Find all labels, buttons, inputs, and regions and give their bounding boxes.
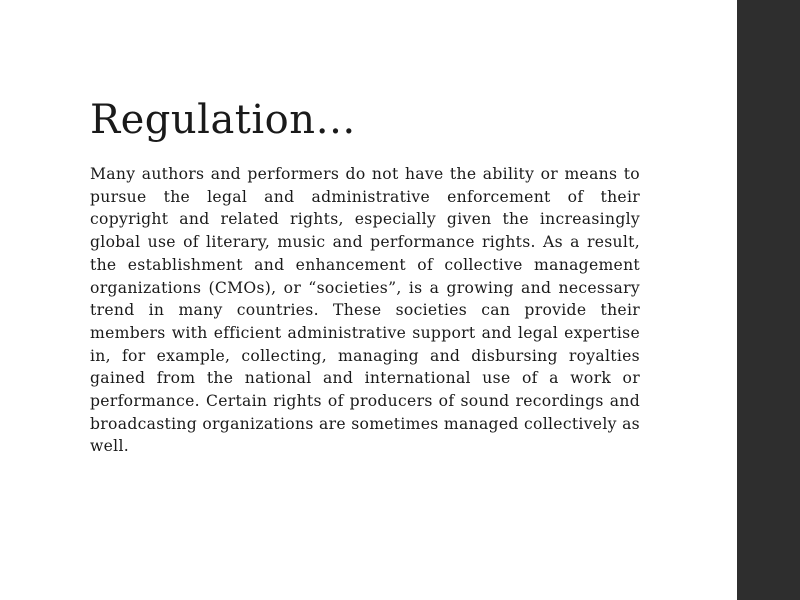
slide-body-text: Many authors and performers do not have the ability or means to pursue the legal and administrative enforcement of their copyright and related rights, especially given the increasingly global use of literary, music and performance rights. As a result, the establishment and enhancement of collective management organizations (CMOs), or “societies”, is a growing and necessary trend in many countries. These societies can provide their members with efficient administrative support and legal expertise in, for example, collecting, managing and disbursing royalties gained from the national and international use of a work or performance. Certain rights of producers of sound recordings and broadcasting organizations are sometimes managed collectively as well. (90, 165, 640, 456)
right-sidebar-bar (737, 0, 800, 600)
slide-title: Regulation… (90, 97, 357, 143)
